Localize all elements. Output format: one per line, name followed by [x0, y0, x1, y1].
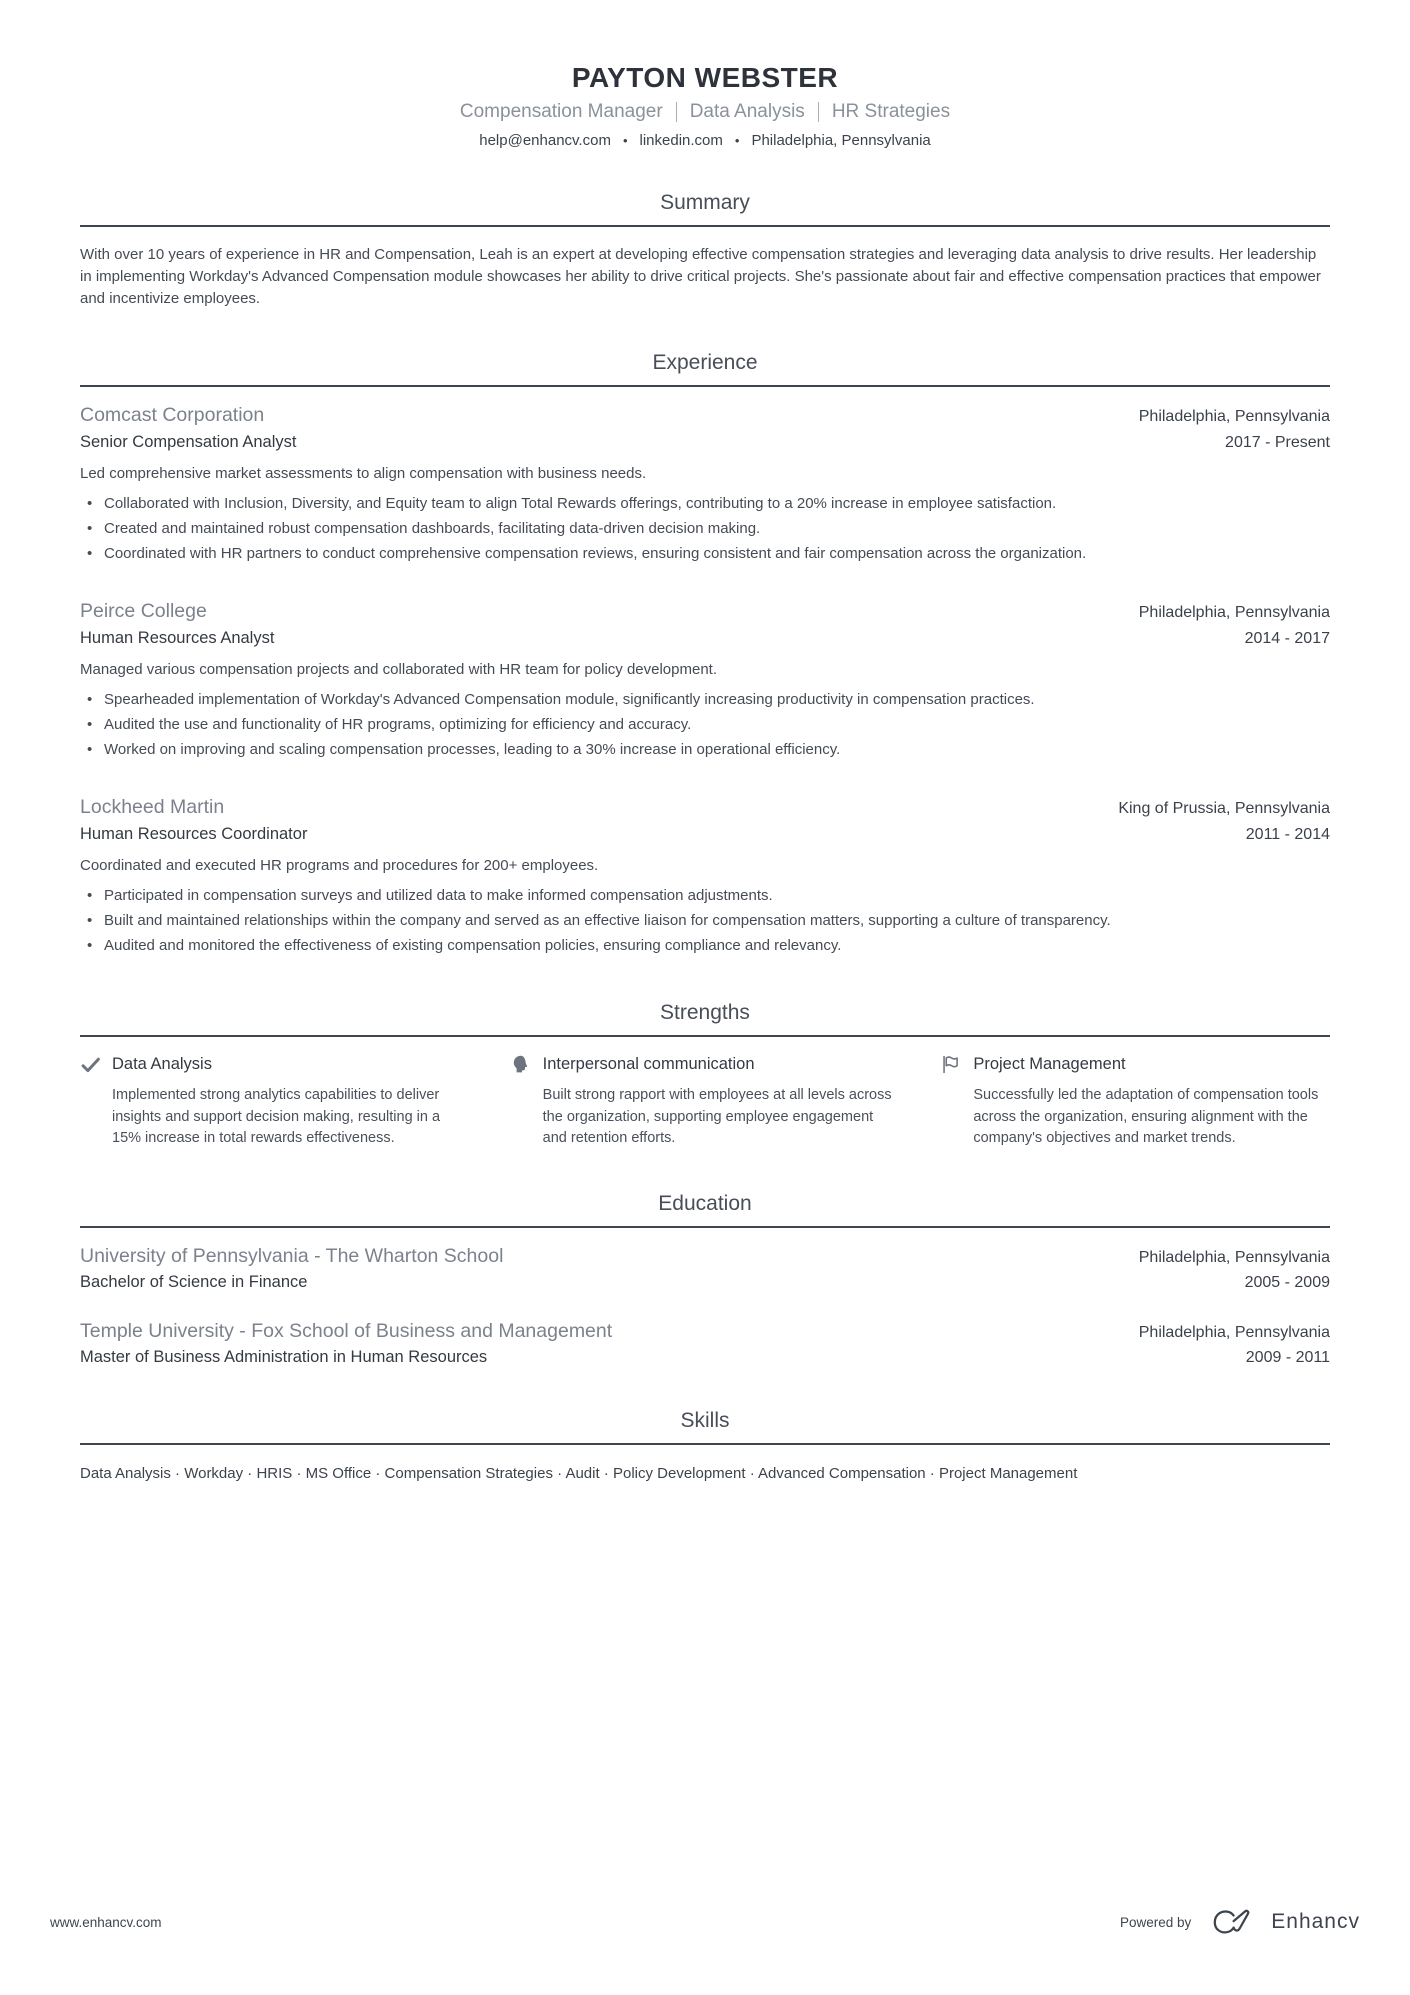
section-heading-experience: Experience: [652, 351, 758, 375]
degree-dates: 2009 - 2011: [1245, 1348, 1330, 1366]
vertical-divider: [818, 102, 819, 122]
contact-line: [80, 132, 1330, 149]
powered-by-label: Powered by: [1119, 1914, 1192, 1930]
school-name: University of Pennsylvania - The Wharton School: [80, 1244, 504, 1267]
skills-list: Data Analysis · Workday · HRIS · MS Office · Compensation Strategies · Audit · Policy Development · Advanced Compensation · Project Management: [80, 1464, 1078, 1482]
job-bullet-list: [80, 493, 1330, 564]
section-divider: [80, 1443, 1330, 1445]
summary-section: [80, 149, 1330, 309]
education-section: [80, 1150, 1330, 1367]
section-divider: [80, 1035, 1330, 1037]
section-heading-education: Education: [658, 1191, 752, 1215]
bullet-separator-icon: [735, 132, 740, 149]
check-icon: [80, 1054, 101, 1075]
section-heading-strengths: Strengths: [660, 1001, 750, 1025]
strength-text: Implemented strong analytics capabilities to deliver insights and support decision making, resulting in a 15% increase in total rewards effectiveness.: [112, 1087, 441, 1147]
footer-website-link[interactable]: www.enhancv.com: [50, 1914, 162, 1930]
company-name: Lockheed Martin: [80, 796, 225, 819]
job-title: Human Resources Coordinator: [80, 825, 308, 844]
contact-linkedin[interactable]: linkedin.com: [639, 132, 723, 149]
experience-entry-comcast: [80, 404, 1330, 564]
job-bullet: • Audited and monitored the effectiveness of existing compensation policies, ensuring compliance and relevancy.: [80, 935, 1330, 957]
job-bullet: • Worked on improving and scaling compensation processes, leading to a 30% increase in operational efficiency.: [80, 739, 1330, 761]
section-heading-summary: Summary: [660, 191, 750, 214]
vertical-divider: [676, 102, 677, 122]
skills-section: [80, 1367, 1330, 1486]
school-location: Philadelphia, Pennsylvania: [1138, 1248, 1330, 1266]
job-bullet: • Coordinated with HR partners to conduct comprehensive compensation reviews, ensuring consistent and fair compensation across the organization.: [80, 543, 1330, 565]
title-part-3: HR Strategies: [831, 101, 951, 122]
candidate-title: [80, 101, 1330, 123]
section-divider: [80, 225, 1330, 227]
powered-by-group: [1120, 1905, 1360, 1939]
enhancv-wordmark: Enhancv: [1271, 1910, 1360, 1933]
job-bullet: • Audited the use and functionality of HR programs, optimizing for efficiency and accuracy.: [80, 714, 1330, 736]
contact-email[interactable]: help@enhancv.com: [479, 132, 611, 149]
strength-title: Interpersonal communication: [542, 1055, 755, 1074]
job-bullet: • Built and maintained relationships within the company and served as an effective liaison for compensation matters, supporting a culture of transparency.: [80, 910, 1330, 932]
experience-entry-lockheed: [80, 796, 1330, 956]
strength-item-data-analysis: [80, 1054, 469, 1149]
company-name: Peirce College: [80, 600, 207, 623]
section-divider: [80, 385, 1330, 387]
strengths-grid: [80, 1054, 1330, 1149]
job-bullet-list: [80, 689, 1330, 760]
experience-section: [80, 309, 1330, 959]
section-heading-skills: Skills: [680, 1408, 730, 1432]
degree-dates: 2005 - 2009: [1244, 1273, 1330, 1291]
bullet-separator-icon: [623, 132, 628, 149]
strength-title: Project Management: [973, 1055, 1126, 1074]
job-dates: 2017 - Present: [1225, 434, 1330, 452]
degree-name: Bachelor of Science in Finance: [80, 1272, 308, 1291]
job-bullet: • Created and maintained robust compensation dashboards, facilitating data-driven decision making.: [80, 518, 1330, 540]
company-location: King of Prussia, Pennsylvania: [1118, 800, 1330, 818]
title-part-1: Compensation Manager: [459, 101, 663, 122]
school-name: Temple University - Fox School of Business and Management: [80, 1319, 613, 1342]
resume-header: [80, 62, 1330, 149]
job-dates: 2014 - 2017: [1244, 630, 1330, 648]
enhancv-logo-icon: [1205, 1905, 1257, 1939]
strength-item-project-management: [941, 1054, 1330, 1149]
page-footer: [50, 1865, 1360, 1995]
company-location: Philadelphia, Pennsylvania: [1138, 604, 1330, 622]
job-bullet: • Collaborated with Inclusion, Diversity, and Equity team to align Total Rewards offerings, contributing to a 20% increase in employee satisfaction.: [80, 493, 1330, 515]
contact-location: Philadelphia, Pennsylvania: [751, 132, 931, 149]
job-description: Managed various compensation projects and collaborated with HR team for policy development.: [80, 661, 718, 679]
job-bullet-list: [80, 885, 1330, 956]
candidate-name: PAYTON WEBSTER: [571, 62, 839, 93]
strength-title: Data Analysis: [112, 1055, 212, 1074]
degree-name: Master of Business Administration in Human Resources: [80, 1347, 488, 1366]
strength-item-interpersonal: [511, 1054, 900, 1149]
title-part-2: Data Analysis: [689, 101, 805, 122]
job-dates: 2011 - 2014: [1245, 826, 1330, 844]
company-location: Philadelphia, Pennsylvania: [1138, 408, 1330, 426]
job-description: Led comprehensive market assessments to align compensation with business needs.: [80, 465, 647, 483]
flag-icon: [941, 1054, 962, 1075]
summary-text: With over 10 years of experience in HR and Compensation, Leah is an expert at developing effective compensation strategies and leveraging data analysis to drive results. Her leadership in implementing Workday's Advanced Compensation module showcases her ability to drive critical projects. She's passionate about fair and effective compensation practices that empower and incentivize employees.: [80, 246, 1321, 307]
education-entry-temple: [80, 1320, 1330, 1367]
job-title: Senior Compensation Analyst: [80, 433, 297, 452]
job-description: Coordinated and executed HR programs and procedures for 200+ employees.: [80, 857, 599, 875]
strengths-section: [80, 959, 1330, 1149]
job-bullet: • Spearheaded implementation of Workday's Advanced Compensation module, significantly increasing productivity in compensation practices.: [80, 689, 1330, 711]
strength-text: Successfully led the adaptation of compensation tools across the organization, ensuring alignment with the company's objectives and market trends.: [973, 1087, 1319, 1147]
company-name: Comcast Corporation: [80, 404, 265, 427]
school-location: Philadelphia, Pennsylvania: [1138, 1323, 1330, 1341]
experience-entry-peirce: [80, 600, 1330, 760]
job-bullet: • Participated in compensation surveys and utilized data to make informed compensation adjustments.: [80, 885, 1330, 907]
education-entry-upenn: [80, 1245, 1330, 1292]
job-title: Human Resources Analyst: [80, 629, 275, 648]
section-divider: [80, 1226, 1330, 1228]
strength-text: Built strong rapport with employees at all levels across the organization, supporting employee engagement and retention efforts.: [542, 1087, 892, 1147]
head-icon: [511, 1054, 532, 1075]
